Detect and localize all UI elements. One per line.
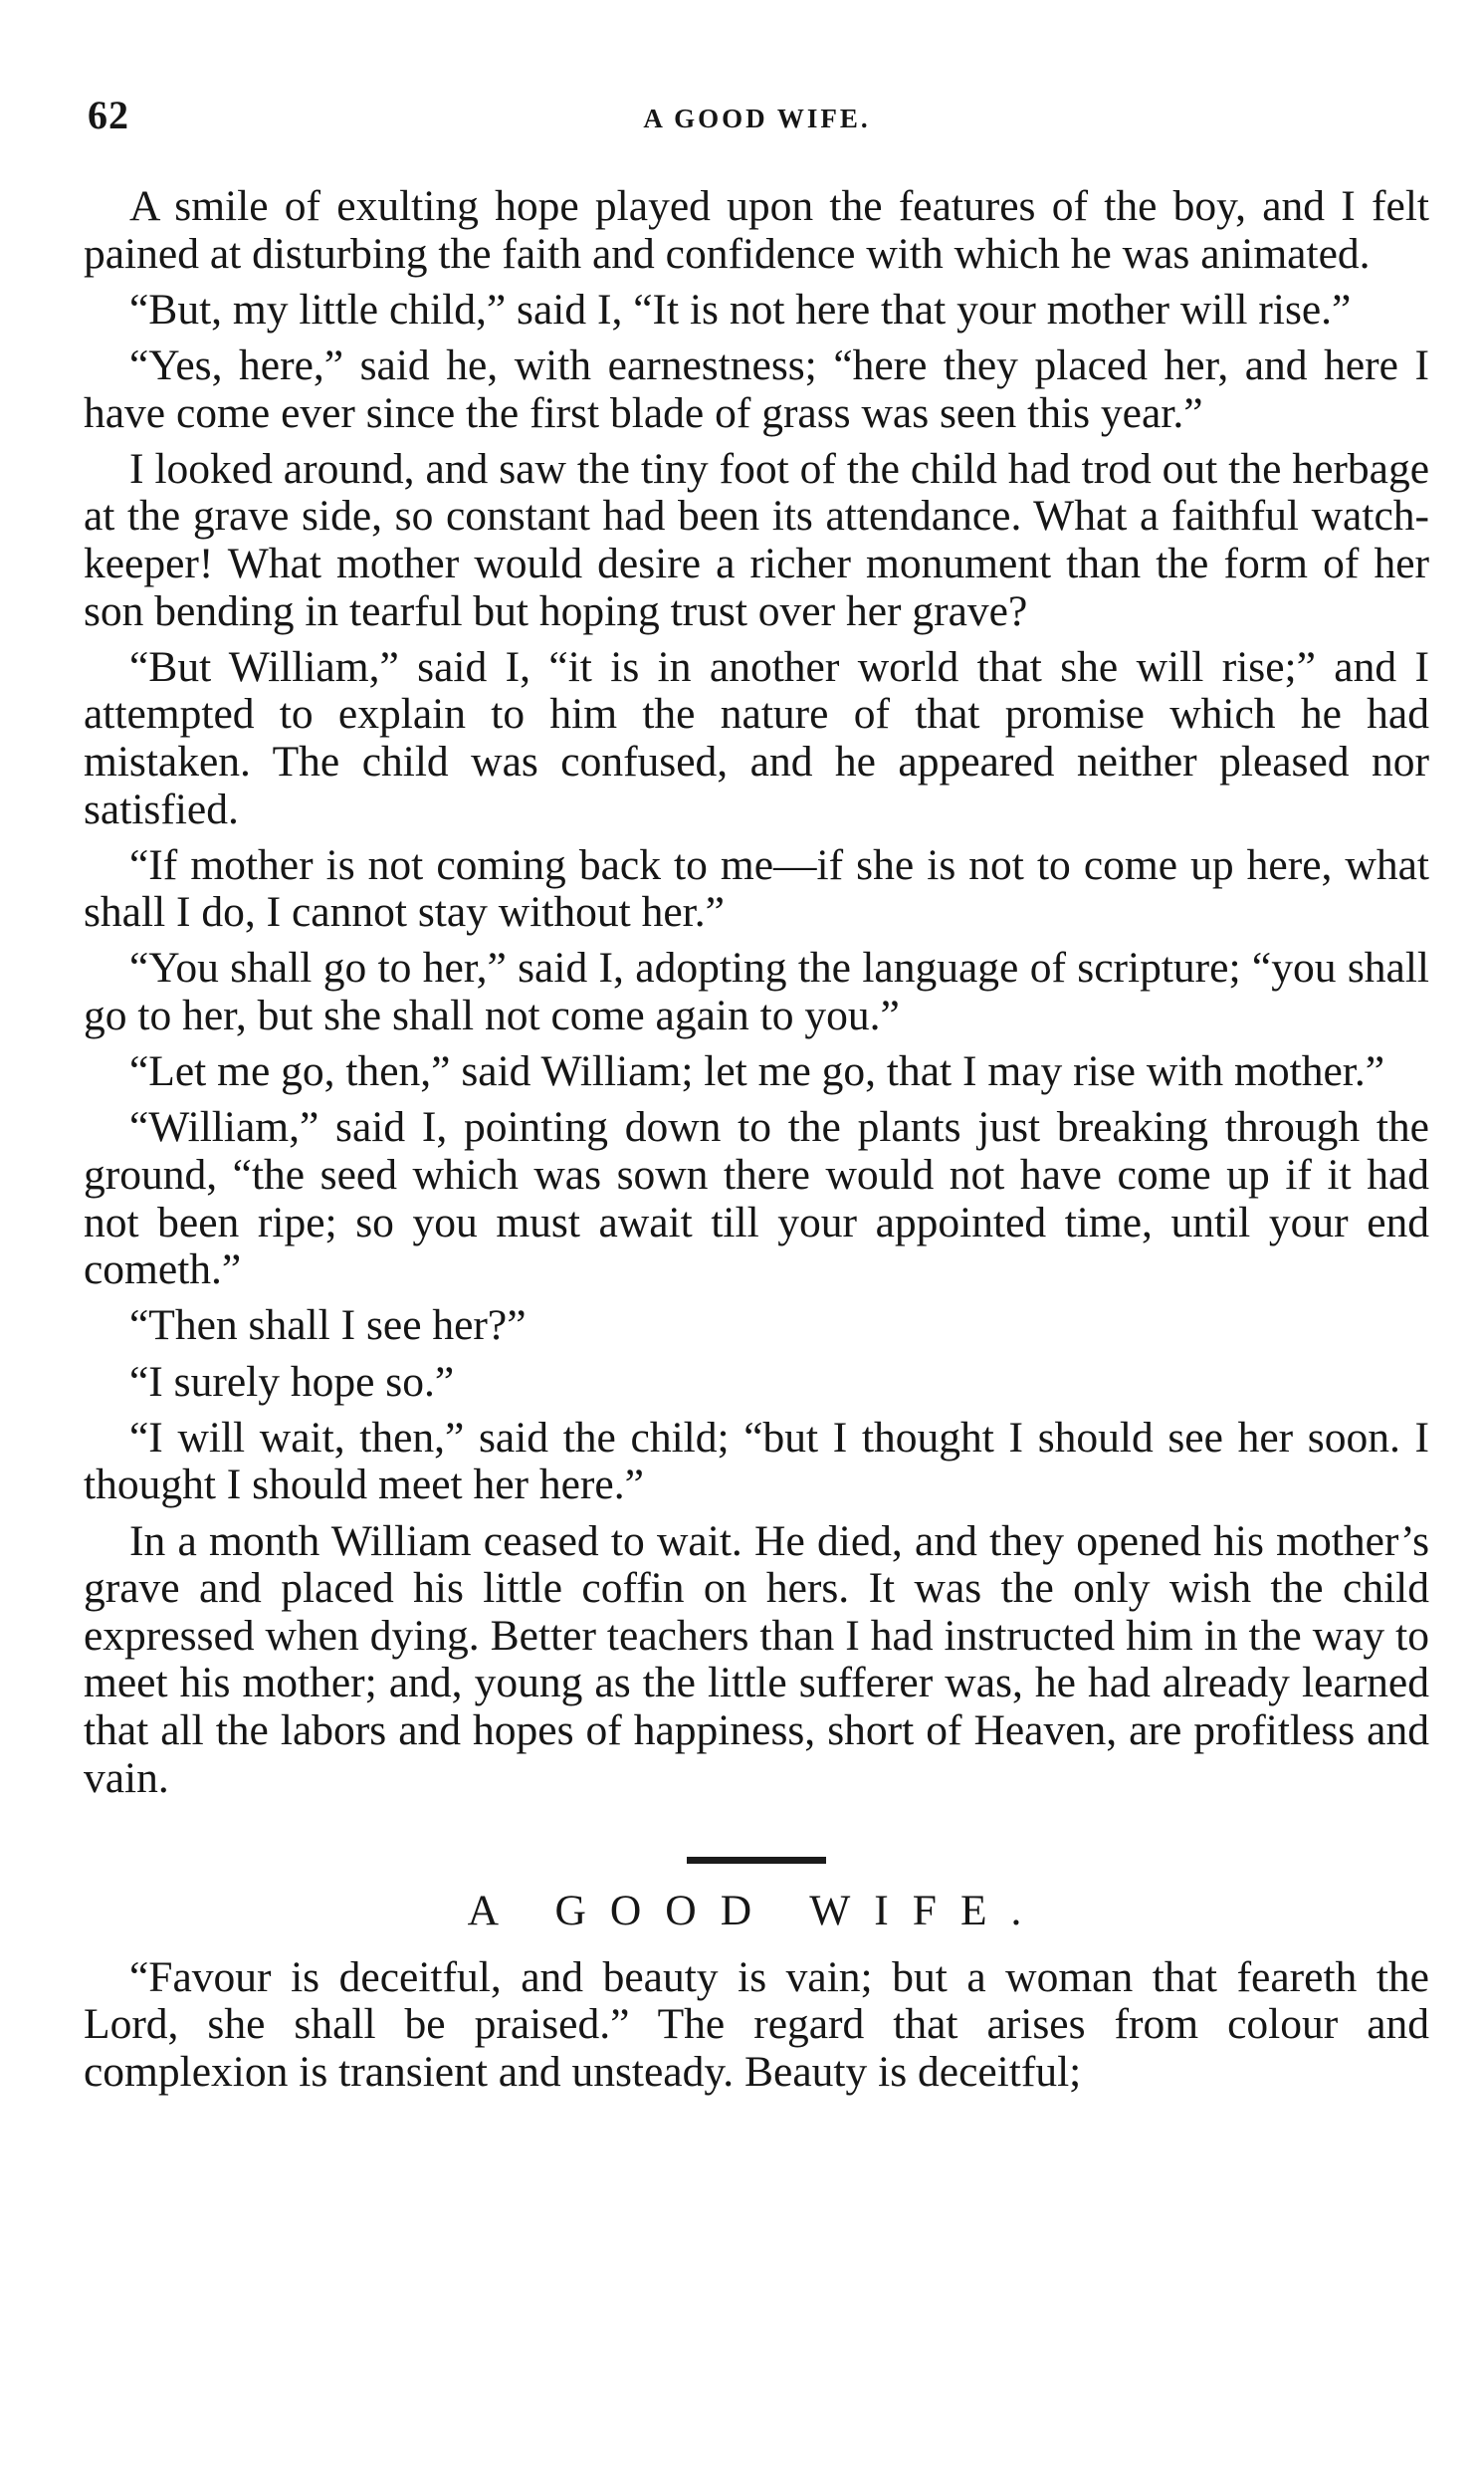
divider-rule	[687, 1857, 826, 1864]
page-number: 62	[88, 93, 129, 137]
section-divider	[84, 1811, 1429, 1883]
paragraph: “Yes, here,” said he, with earnestness; “here they placed her, and here I have come ever since the first blade of grass was seen this year.”	[84, 340, 1429, 437]
section-title: A GOOD WIFE.	[467, 1886, 1046, 1934]
paragraph: “You shall go to her,” said I, adopting the language of scripture; “you shall go to her, but she shall not come again to you.”	[84, 944, 1429, 1040]
page-body	[84, 183, 1429, 2105]
paragraph: “I surely hope so.”	[129, 1357, 455, 1406]
paragraph: In a month William ceased to wait. He died, and they opened his mother’s grave and placed his little coffin on hers. It was the only wish the child expressed when dying. Better teachers than I had instructed him in the way to meet his mother; and, young as the little sufferer was, he had already learned that all the labors and hopes of happiness, short of Heaven, are profitless and vain.	[84, 1516, 1429, 1802]
paragraph: “Then shall I see her?”	[129, 1301, 527, 1350]
page-header	[88, 92, 1426, 151]
paragraph: “I will wait, then,” said the child; “but I thought I should see her soon. I thought I should meet her here.”	[84, 1413, 1429, 1509]
running-title: A GOOD WIFE.	[643, 104, 871, 133]
paragraph: “But William,” said I, “it is in another world that she will rise;” and I attempted to explain to him the nature of that promise which he had mistaken. The child was confused, and he appeared neither pleased nor satisfied.	[84, 642, 1429, 833]
paragraph: “William,” said I, pointing down to the plants just breaking through the ground, “the seed which was sown there would not have come up if it had not been ripe; so you must await till your appointed time, until your end cometh.”	[84, 1103, 1429, 1294]
paragraph: “If mother is not coming back to me—if she is not to come up here, what shall I do, I cannot stay without her.”	[84, 840, 1429, 937]
paragraph: I looked around, and saw the tiny foot of the child had trod out the herbage at the grave side, so constant had been its attendance. What a faithful watch-keeper! What mother would desire a richer monument than the form of her son bending in tearful but hoping trust over her grave?	[84, 444, 1429, 635]
paragraph: A smile of exulting hope played upon the features of the boy, and I felt pained at disturbing the faith and confidence with which he was animated.	[84, 182, 1429, 278]
paragraph: “Let me go, then,” said William; let me go, that I may rise with mother.”	[129, 1047, 1385, 1096]
paragraph: “But, my little child,” said I, “It is not here that your mother will rise.”	[129, 285, 1352, 334]
section-paragraph: “Favour is deceitful, and beauty is vain; but a woman that feareth the Lord, she shall be praised.” The regard that arises from colour and complexion is transient and unsteady. Beauty is deceitful;	[84, 1952, 1429, 2096]
